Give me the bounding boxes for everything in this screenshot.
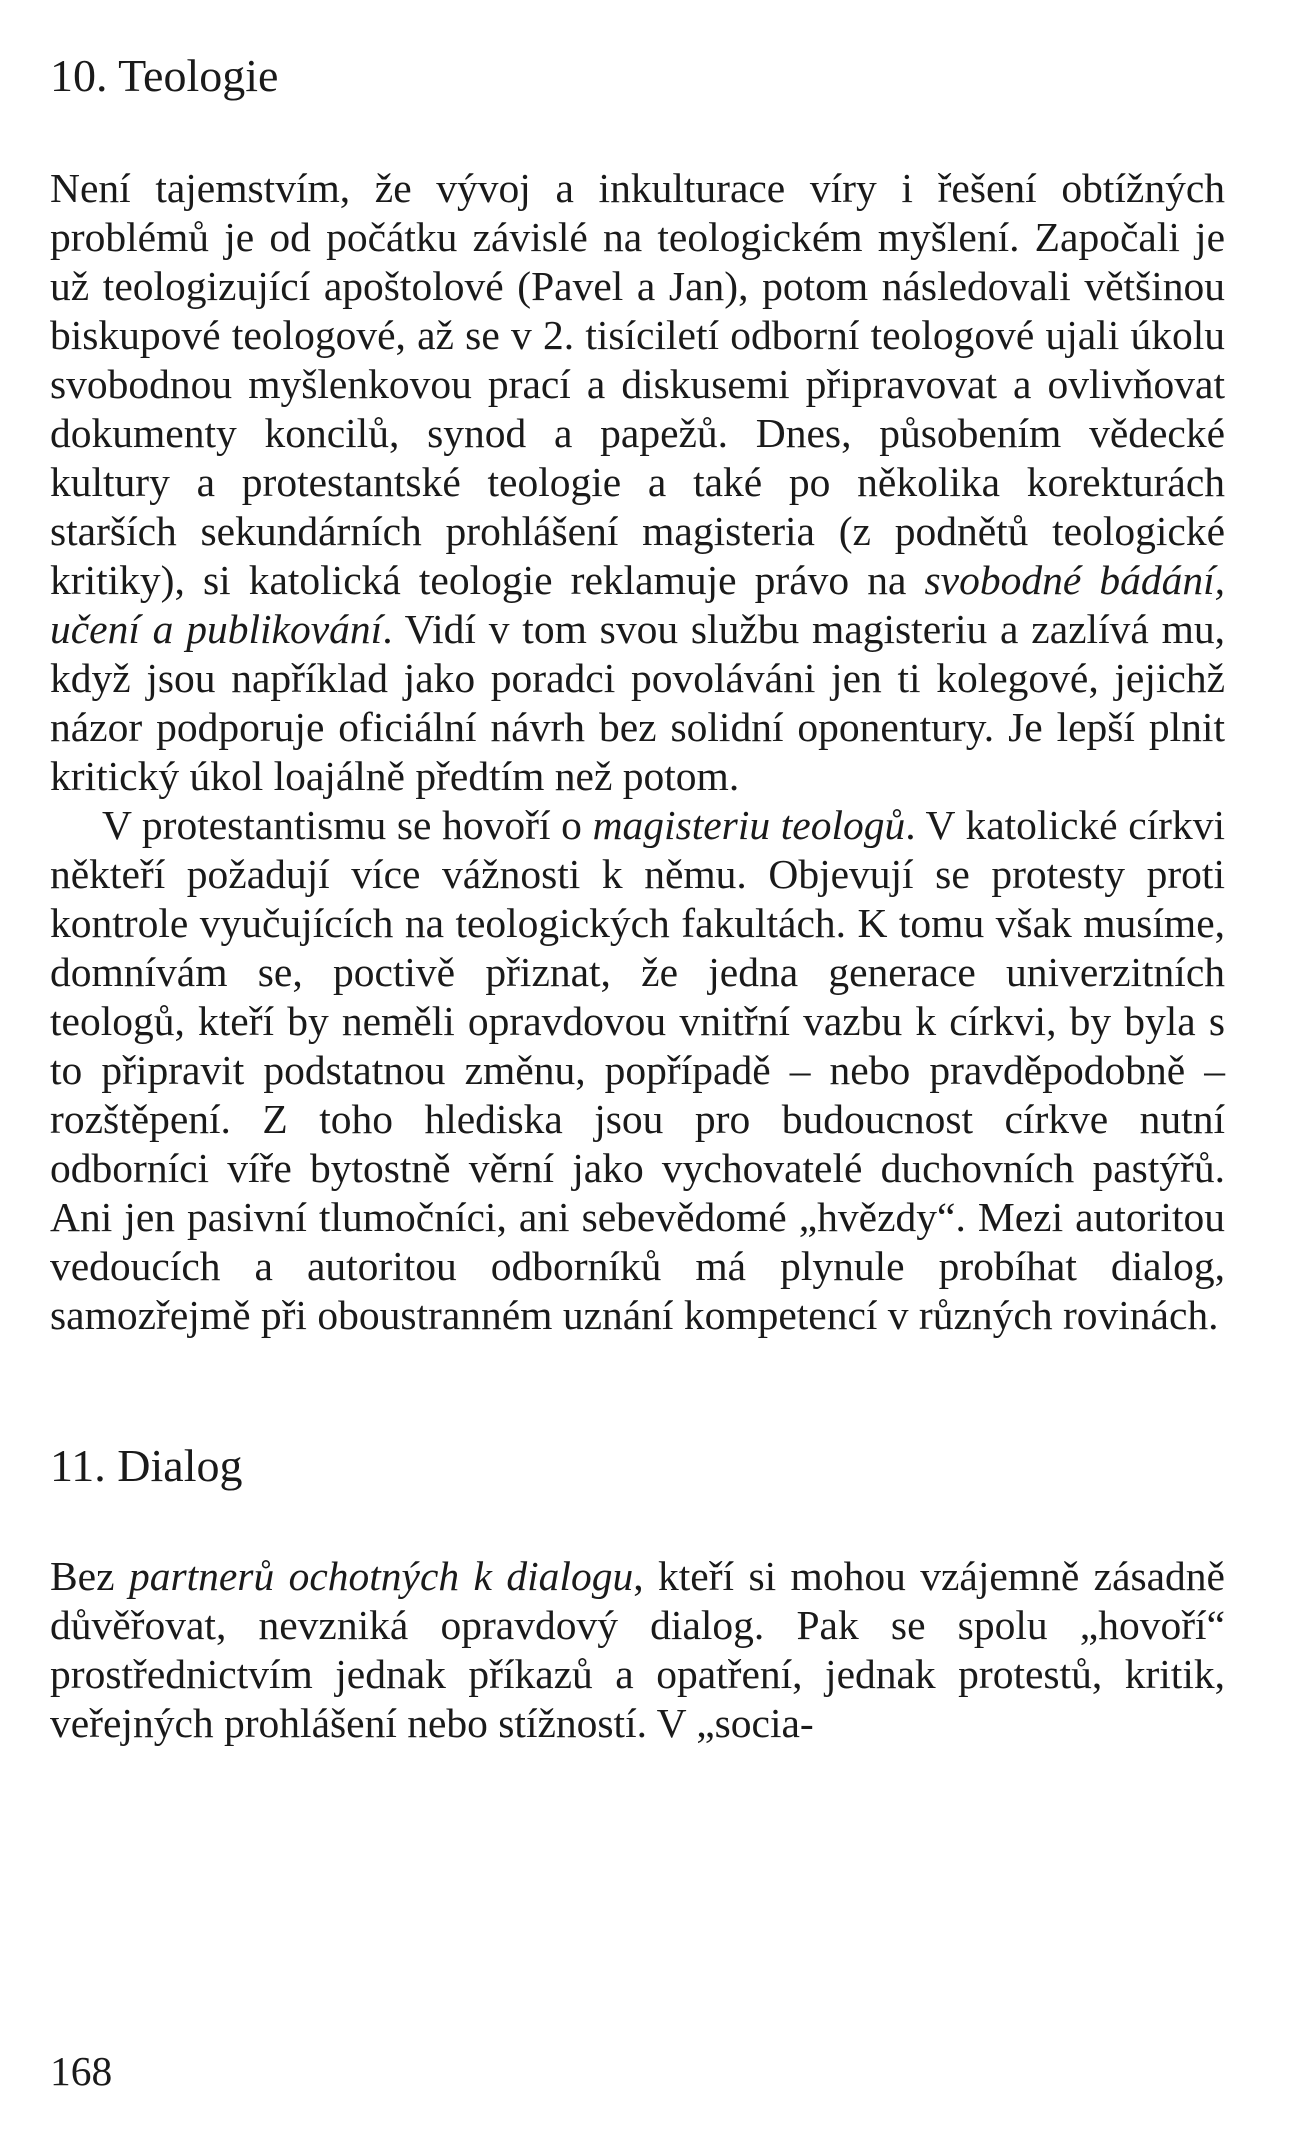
section-10-paragraph-2 [50, 801, 1225, 1340]
emphasis-text: partnerů ochotných k dialogu [128, 1553, 634, 1599]
section-10-heading: 10. Teologie [50, 50, 279, 101]
section-11-heading: 11. Dialog [50, 1440, 243, 1491]
paragraph-text: , kteří si mohou vzájemně zásadně důvěřovat, nevzniká opravdový dialog. Pak se spolu „hovoří“ prostřednictvím jednak příkazů a opatření, jednak protestů, kritik, veřejných prohlášení nebo stížností. V „socia- [50, 1553, 1225, 1746]
emphasis-text: svobodné bádání, učení a publikování [50, 557, 1225, 652]
paragraph-text: . Vidí v tom svou službu magisteriu a zazlívá mu, když jsou například jako poradci povoláváni jen ti kolegové, jejichž názor podporuje oficiální návrh bez solidní oponentury. Je lepší plnit kritický úkol loajálně předtím než potom. [50, 606, 1225, 799]
page-content [50, 48, 1225, 1748]
paragraph-text: . V katolické církvi někteří požadují více vážnosti k němu. Objevují se protesty proti kontrole vyučujících na teologických fakultách. K tomu však musíme, domnívám se, poctivě přiznat, že jedna generace univerzitních teologů, kteří by neměli opravdovou vnitřní vazbu k církvi, by byla s to připravit podstatnou změnu, popřípadě – nebo pravděpodobně – rozštěpení. Z toho hlediska jsou pro budoucnost církve nutní odborníci víře bytostně věrní jako vychovatelé duchovních pastýřů. Ani jen pasivní tlumočníci, ani sebevědomé „hvězdy“. Mezi autoritou vedoucích a autoritou odborníků má plynule probíhat dialog, samozřejmě při oboustranném uznání kompetencí v různých rovinách. [50, 802, 1226, 1338]
section-10-paragraph-1 [50, 164, 1225, 801]
paragraph-text: Není tajemstvím, že vývoj a inkulturace víry i řešení obtížných problémů je od počátku závislé na teologickém myšlení. Započali je už teologizující apoštolové (Pavel a Jan), potom následovali většinou biskupové teologové, až se v 2. tisíciletí odborní teologové ujali úkolu svobodnou myšlenkovou prací a diskusemi připravovat a ovlivňovat dokumenty koncilů, synod a papežů. Dnes, působením vědecké kultury a protestantské teologie a také po několika korekturách starších sekundárních prohlášení magisteria (z podnětů teologické kritiky), si katolická teologie reklamuje právo na [50, 165, 1225, 603]
paragraph-text: Bez [50, 1553, 129, 1599]
emphasis-text: magisteriu teologů [592, 802, 906, 848]
section-11-paragraph-1 [50, 1552, 1225, 1748]
paragraph-text: V protestantismu se hovoří o [102, 802, 593, 848]
page-number: 168 [50, 2048, 113, 2094]
